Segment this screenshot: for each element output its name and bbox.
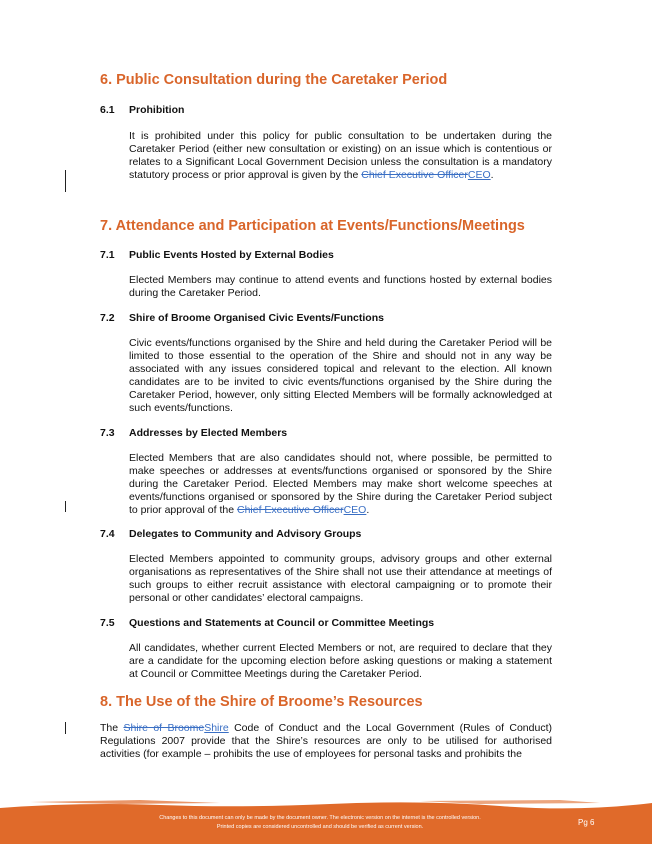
subsection-title: Prohibition [129, 104, 185, 116]
inserted-text: Shire [204, 722, 229, 734]
paragraph-text: Elected Members that are also candidates should not, where possible, be permitted to make speeches or addresses at events/functions organised or sponsored by the Shire during the Caretaker Period. Elected Members may make short welcome speeches at events/functions organised or sponsored by the Shire during the Caretaker Period subject to prior approval of the [129, 452, 552, 516]
change-bar [65, 170, 66, 192]
paragraph-7-1: Elected Members may continue to attend events and functions hosted by external bodies during the Caretaker Period. [129, 274, 552, 299]
section-6-heading: 6. Public Consultation during the Caretaker Period [100, 72, 448, 88]
subsection-7-2-heading [100, 312, 560, 324]
subsection-number: 7.2 [100, 312, 115, 324]
footer-notice-line-1: Changes to this document can only be made by the document owner. The electronic version on the internet is the controlled version. [159, 815, 481, 821]
subsection-number: 7.5 [100, 617, 115, 629]
footer-brush-stroke [0, 800, 652, 844]
paragraph-7-3 [129, 452, 552, 517]
page-number: Pg 6 [578, 818, 595, 827]
paragraph-start: The [100, 722, 124, 734]
paragraph-text: Code of Conduct and the Local Government (Rules of Conduct) Regulations 2007 provide that the Shire’s resources are only to be utilised for authorised activities (for example – prohibits the use of employees for personal tasks and prohibits the [100, 722, 552, 760]
subsection-7-4-heading [100, 528, 560, 540]
deleted-text: Shire of Broome [123, 722, 205, 734]
subsection-number: 7.4 [100, 528, 115, 540]
page-footer [0, 800, 652, 844]
deleted-text: Chief Executive Officer [236, 504, 344, 516]
paragraph-7-5: All candidates, whether current Elected Members or not, are required to declare that they are a candidate for the upcoming election before asking questions or making a statement at Council or Committee Meetings during the Caretaker Period. [129, 642, 552, 680]
subsection-number: 7.1 [100, 249, 115, 261]
section-7-heading: 7. Attendance and Participation at Events/Functions/Meetings [100, 218, 525, 234]
paragraph-8 [100, 722, 552, 761]
paragraph-7-2: Civic events/functions organised by the Shire and held during the Caretaker Period will be limited to those essential to the operation of the Shire and should not in any way be associated with any issues considered topical and relevant to the election. All known candidates are to be invited to civic events/functions organised by the Shire during the Caretaker Period, however, only sitting Elected Members will be formally acknowledged at such events/functions. [129, 337, 552, 414]
paragraph-end: . [490, 169, 494, 181]
subsection-7-5-heading [100, 617, 560, 629]
subsection-title: Delegates to Community and Advisory Groups [129, 528, 362, 540]
change-bar [65, 722, 66, 734]
subsection-title: Shire of Broome Organised Civic Events/Functions [129, 312, 384, 324]
paragraph-end: . [366, 504, 370, 516]
subsection-6-1-heading [100, 104, 560, 116]
subsection-title: Public Events Hosted by External Bodies [129, 249, 334, 261]
inserted-text: CEO [343, 504, 367, 516]
change-bar [65, 501, 66, 512]
subsection-number: 7.3 [100, 427, 115, 439]
inserted-text: CEO [467, 169, 491, 181]
subsection-7-1-heading [100, 249, 560, 261]
subsection-7-3-heading [100, 427, 560, 439]
section-8-heading: 8. The Use of the Shire of Broome’s Resources [100, 694, 423, 710]
deleted-text: Chief Executive Officer [361, 169, 468, 181]
subsection-title: Questions and Statements at Council or Committee Meetings [129, 617, 435, 629]
paragraph-7-4: Elected Members appointed to community groups, advisory groups and other external organisations as representatives of the Shire shall not use their attendance at meetings of such groups to either recruit assistance with electoral campaigning or to promote their personal or other candidates’ electoral campaigns. [129, 553, 552, 604]
subsection-title: Addresses by Elected Members [129, 427, 288, 439]
paragraph-6-1 [129, 130, 552, 182]
paragraph-text: It is prohibited under this policy for public consultation to be undertaken during the Caretaker Period (either new consultation or existing) on an issue which is contentious or relates to a Significant Local Government Decision unless the consultation is a mandatory statutory process or prior approval is given by the [129, 130, 552, 181]
footer-notice-line-2: Printed copies are considered uncontrolled and should be verified as current version. [216, 824, 424, 830]
subsection-number: 6.1 [100, 104, 115, 116]
